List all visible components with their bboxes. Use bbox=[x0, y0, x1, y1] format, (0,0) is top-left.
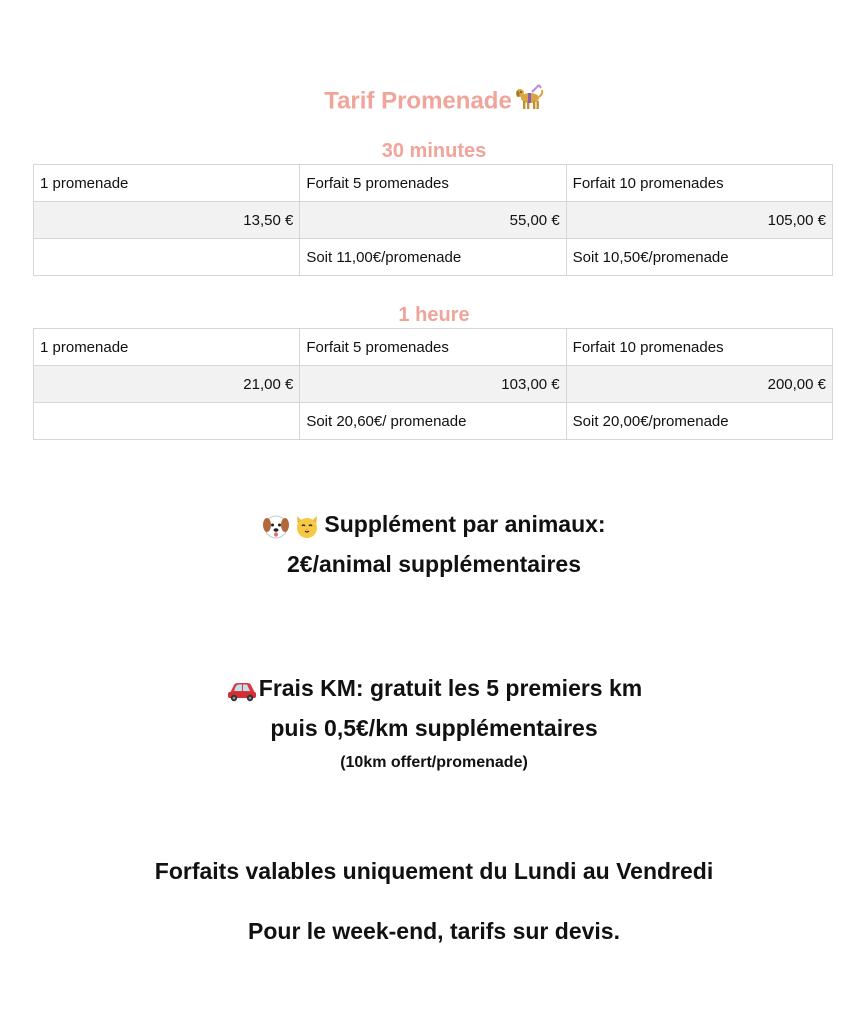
price-table-30-minutes bbox=[33, 164, 833, 276]
table-cell: 1 promenade bbox=[34, 165, 300, 202]
car-icon bbox=[226, 677, 258, 703]
guide-dog-icon bbox=[514, 82, 544, 122]
table-cell: Soit 20,00€/promenade bbox=[566, 403, 832, 440]
table-cell: 55,00 € bbox=[300, 202, 566, 239]
page-title: Tarif Promenade bbox=[324, 87, 512, 115]
table-header-row bbox=[34, 329, 833, 366]
table-cell bbox=[34, 239, 300, 276]
table-cell: Forfait 5 promenades bbox=[300, 329, 566, 366]
table-cell: Forfait 10 promenades bbox=[566, 165, 832, 202]
table-cell: 105,00 € bbox=[566, 202, 832, 239]
price-table-1-heure bbox=[33, 328, 833, 440]
table-price-row bbox=[34, 366, 833, 403]
table-cell: 103,00 € bbox=[300, 366, 566, 403]
table-per-walk-row bbox=[34, 239, 833, 276]
table-heading-30-minutes: 30 minutes bbox=[381, 140, 487, 162]
table-cell: Soit 10,50€/promenade bbox=[566, 239, 832, 276]
footer-line-2: Pour le week-end, tarifs sur devis. bbox=[248, 918, 620, 944]
km-line-2: puis 0,5€/km supplémentaires bbox=[270, 715, 598, 741]
table-cell: 13,50 € bbox=[34, 202, 300, 239]
supplement-line-2: 2€/animal supplémentaires bbox=[286, 551, 581, 577]
footer-line-1: Forfaits valables uniquement du Lundi au Vendredi bbox=[154, 858, 714, 884]
table-price-row bbox=[34, 202, 833, 239]
table-per-walk-row bbox=[34, 403, 833, 440]
supplement-line-1: Supplément par animaux: bbox=[324, 511, 606, 537]
supplement-heading bbox=[0, 508, 868, 540]
table-cell: 1 promenade bbox=[34, 329, 300, 366]
page-title-row bbox=[0, 82, 868, 122]
table-cell: Soit 20,60€/ promenade bbox=[300, 403, 566, 440]
km-heading bbox=[0, 672, 868, 704]
table-header-row bbox=[34, 165, 833, 202]
table-cell bbox=[34, 403, 300, 440]
table-cell: Forfait 10 promenades bbox=[566, 329, 832, 366]
table-cell: Forfait 5 promenades bbox=[300, 165, 566, 202]
table-cell: 21,00 € bbox=[34, 366, 300, 403]
table-cell: 200,00 € bbox=[566, 366, 832, 403]
km-line-1: Frais KM: gratuit les 5 premiers km bbox=[258, 675, 643, 701]
cat-face-icon bbox=[293, 512, 321, 540]
table-heading-1-heure: 1 heure bbox=[398, 304, 470, 326]
dog-face-icon bbox=[262, 512, 290, 540]
km-line-3: (10km offert/promenade) bbox=[340, 754, 528, 771]
table-cell: Soit 11,00€/promenade bbox=[300, 239, 566, 276]
